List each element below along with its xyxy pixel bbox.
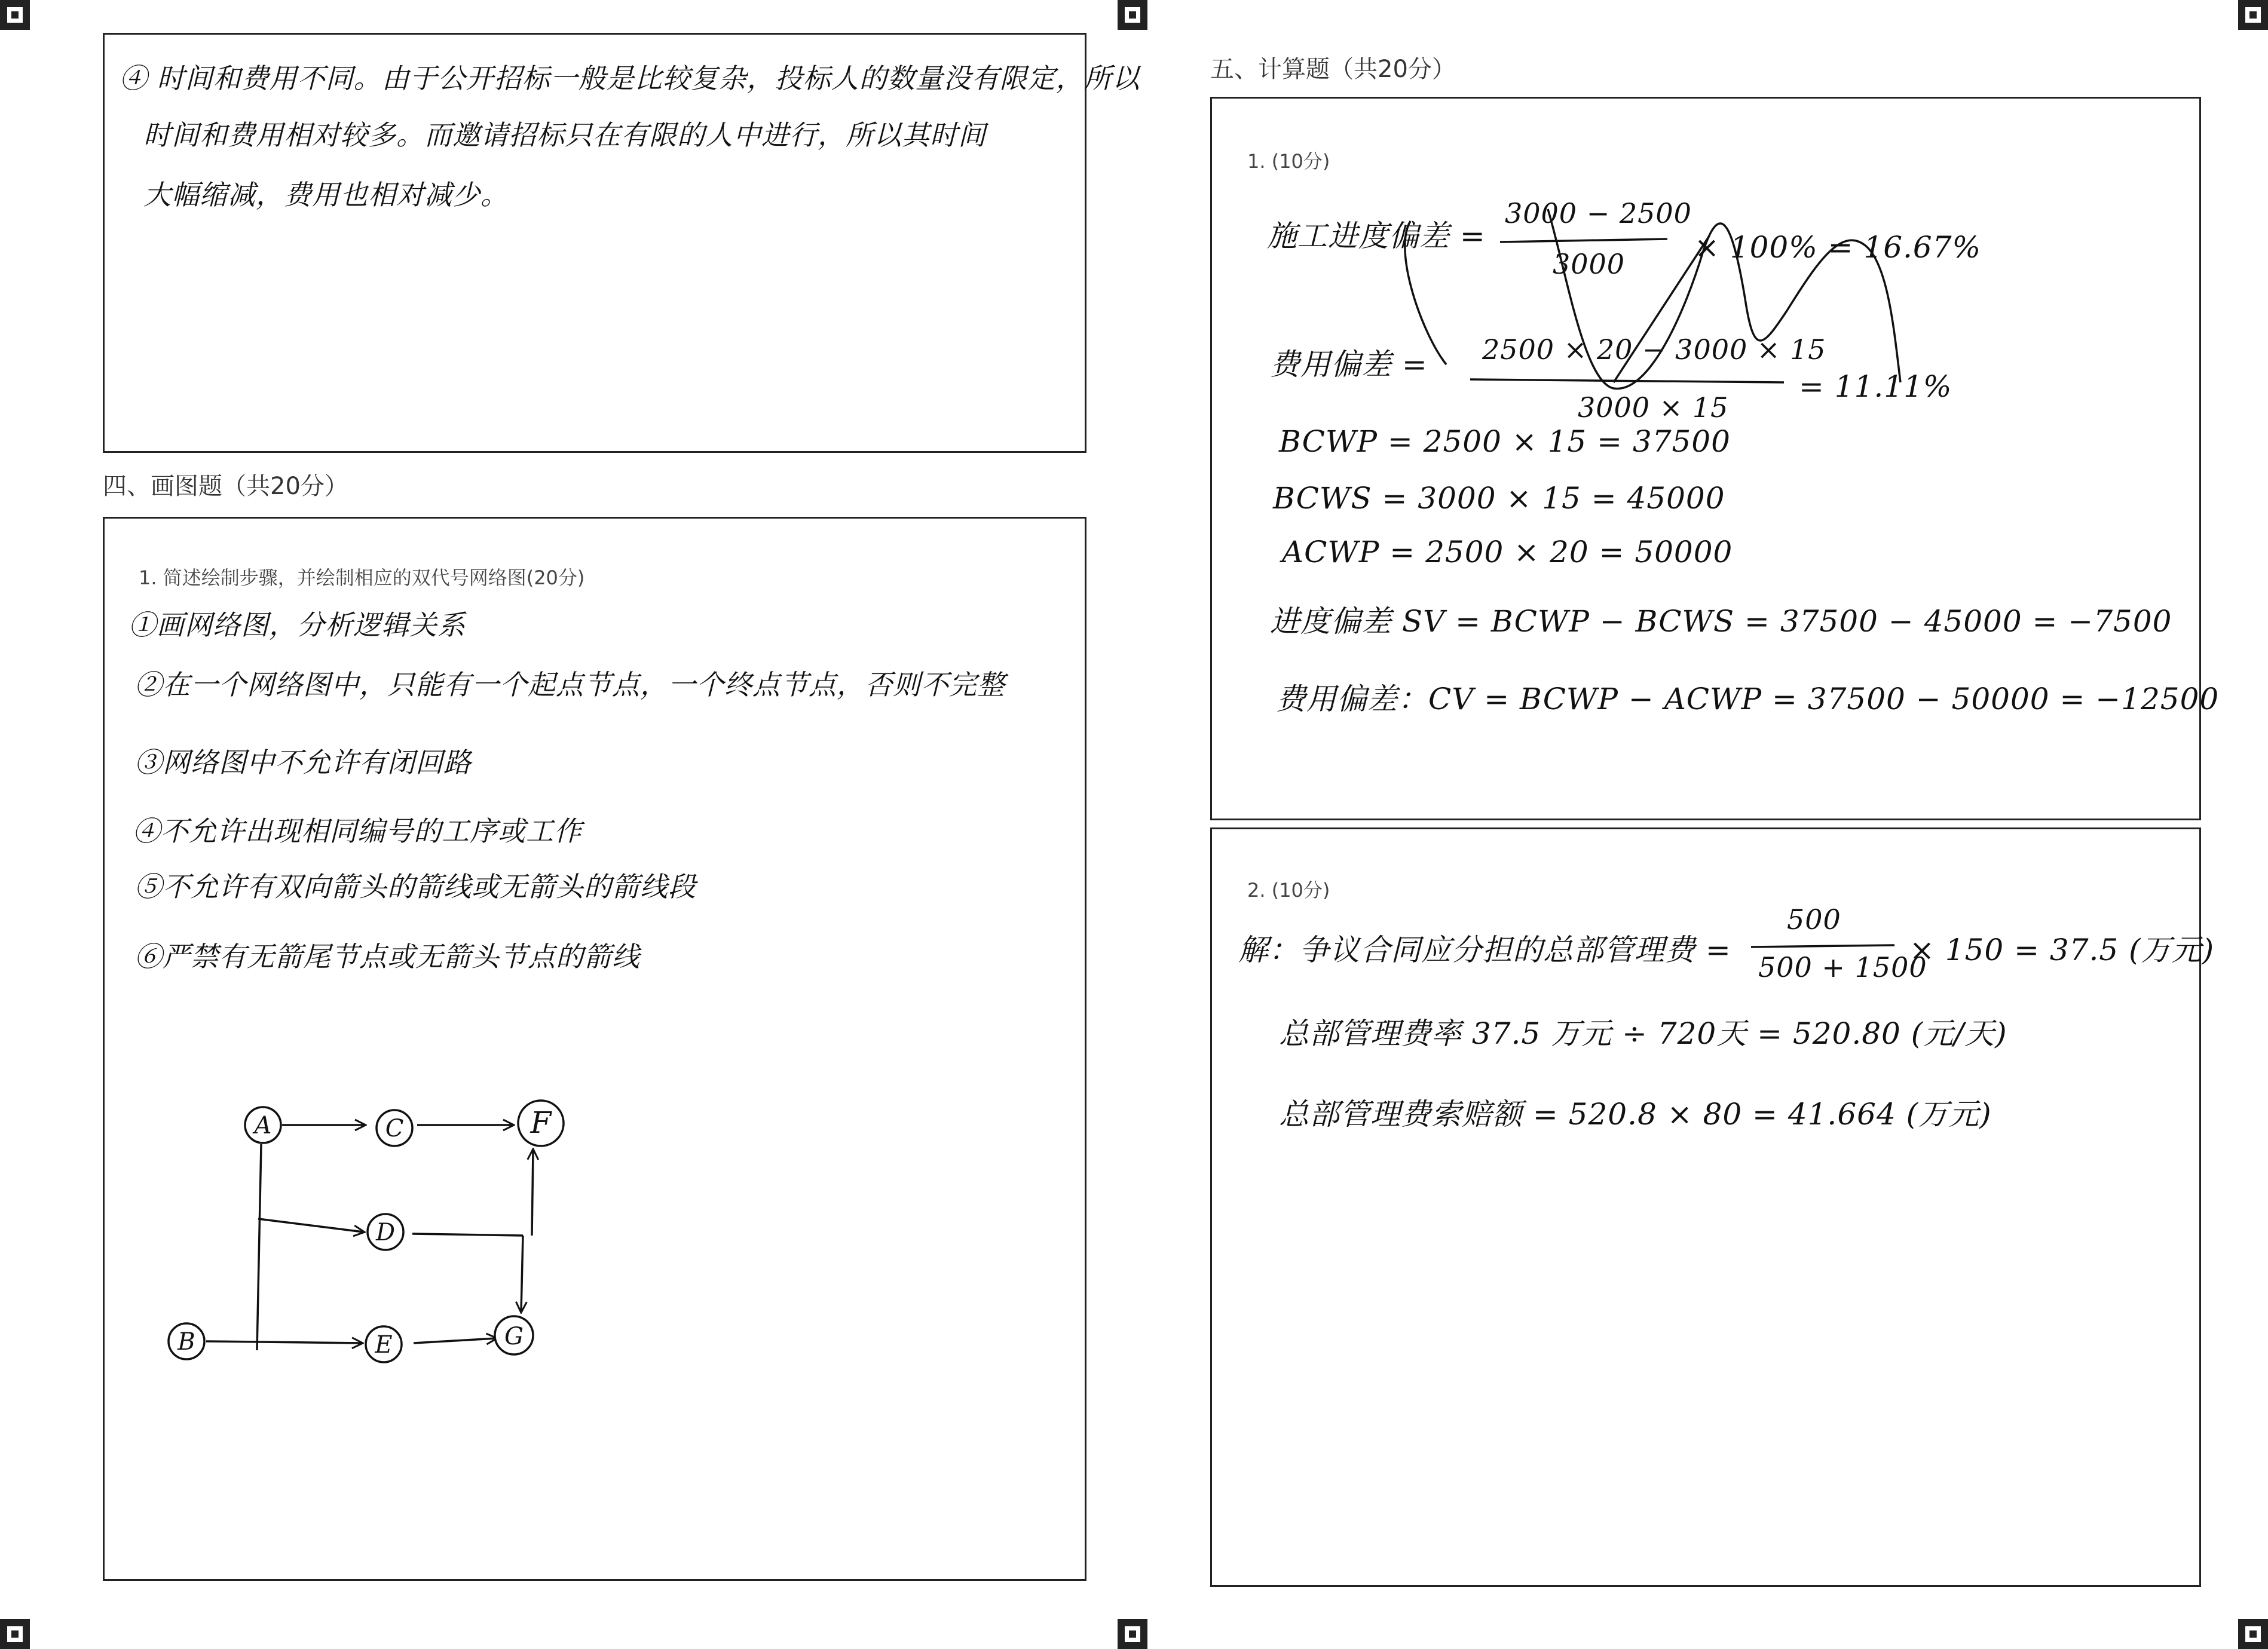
cost-deviation-denominator: 3000 × 15 [1578,391,1729,424]
section-5-q1-label: 1. (10分) [1247,150,1330,173]
node-b: B [177,1328,195,1356]
bcws-line: BCWS = 3000 × 15 = 45000 [1273,481,1725,516]
answer-line-2: 时间和费用相对较多。而邀请招标只在有限的人中进行，所以其时间 [143,119,986,151]
answer-line-3: 大幅缩减，费用也相对减少。 [143,179,509,211]
bcwp-line: BCWP = 2500 × 15 = 37500 [1279,424,1731,459]
q2-line-1-result: × 150 = 37.5 (万元) [1909,933,2215,967]
section-4-title: 四、画图题（共20分） [103,473,348,500]
q2-line-1-label: 解：争议合同应分担的总部管理费 = [1238,933,1731,967]
q2-line-3: 总部管理费索赔额 = 520.8 × 80 = 41.664 (万元) [1279,1097,1992,1132]
node-f: F [530,1105,552,1140]
progress-deviation-result: × 100% = 16.67% [1694,230,1982,265]
cost-deviation-result: = 11.11% [1799,369,1952,404]
q2-line-1-numerator: 500 [1787,903,1841,936]
cost-variance-line: 费用偏差：CV = BCWP − ACWP = 37500 − 50000 = −12500 [1276,682,2220,716]
q2-line-2: 总部管理费率 37.5 万元 ÷ 720天 = 520.80 (元/天) [1279,1016,2007,1051]
drawing-step-4: ④不允许出现相同编号的工序或工作 [133,815,582,847]
section-5-q2-label: 2. (10分) [1247,879,1330,902]
progress-deviation-label: 施工进度偏差 = [1267,219,1486,253]
progress-deviation-numerator: 3000 − 2500 [1505,197,1692,229]
answer-line-1: ④ 时间和费用不同。由于公开招标一般是比较复杂，投标人的数量没有限定，所以 [120,62,1140,94]
q2-line-1-denominator: 500 + 1500 [1758,951,1927,983]
node-c: C [385,1115,404,1142]
q2-fraction-bar [1751,945,1894,947]
section-5-title: 五、计算题（共20分） [1210,56,1456,83]
drawing-step-6: ⑥严禁有无箭尾节点或无箭头节点的箭线 [134,940,640,973]
schedule-variance-line: 进度偏差 SV = BCWP − BCWS = 37500 − 45000 = −7500 [1270,604,2172,639]
drawing-step-5: ⑤不允许有双向箭头的箭线或无箭头的箭线段 [134,871,696,903]
acwp-line: ACWP = 2500 × 20 = 50000 [1282,535,1733,569]
node-a: A [254,1112,272,1139]
cost-deviation-label: 费用偏差 = [1270,347,1428,382]
drawing-step-1: ①画网络图，分析逻辑关系 [128,609,466,641]
progress-deviation-denominator: 3000 [1553,248,1626,280]
drawing-step-3: ③网络图中不允许有闭回路 [134,746,472,778]
node-g: G [504,1323,524,1350]
node-d: D [375,1219,396,1246]
cost-deviation-numerator: 2500 × 20 − 3000 × 15 [1482,333,1826,366]
section-4-question-label: 1. 简述绘制步骤，并绘制相应的双代号网络图(20分) [139,566,585,589]
drawing-step-2: ②在一个网络图中，只能有一个起点节点，一个终点节点，否则不完整 [134,669,1005,701]
node-e: E [375,1331,393,1359]
